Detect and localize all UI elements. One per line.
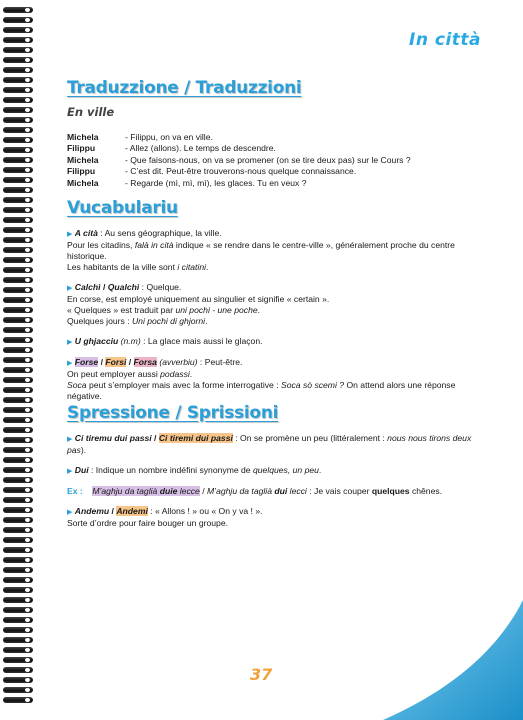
term-highlight: Ci tiremi dui passi bbox=[158, 433, 233, 443]
spiral-ring bbox=[3, 116, 35, 124]
content bbox=[67, 78, 477, 528]
line-text: - Regarde (mì, mì, mì), les glaces. Tu en veux ? bbox=[125, 177, 307, 188]
text: M’aghju da taglià bbox=[207, 486, 275, 496]
separator: / bbox=[100, 282, 108, 292]
text: falà in cità bbox=[134, 240, 174, 250]
bullet-triangle-icon: ▶ bbox=[67, 468, 73, 475]
speaker: Michela bbox=[67, 177, 99, 188]
spiral-ring bbox=[3, 386, 35, 394]
term: Andemu bbox=[74, 506, 110, 516]
spiral-ring bbox=[3, 136, 35, 144]
expr-entry-dui bbox=[67, 465, 477, 477]
text: Quelques jours : bbox=[67, 316, 132, 326]
spiral-ring bbox=[3, 216, 35, 224]
text: quelques bbox=[371, 486, 410, 496]
spiral-ring bbox=[3, 256, 35, 264]
spiral-ring bbox=[3, 246, 35, 254]
spiral-ring bbox=[3, 266, 35, 274]
spiral-ring bbox=[3, 416, 35, 424]
text: . bbox=[257, 305, 261, 315]
spiral-ring bbox=[3, 396, 35, 404]
definition: : On se promène un peu (littéralement : bbox=[232, 433, 388, 443]
definition: : Quelque. bbox=[139, 282, 182, 292]
spiral-ring bbox=[3, 526, 35, 534]
spiral-ring bbox=[3, 676, 35, 684]
line-text: - Allez (allons). Le temps de descendre. bbox=[125, 143, 276, 154]
line-text: - Filippu, on va en ville. bbox=[125, 132, 213, 142]
example-label: Ex : bbox=[67, 486, 83, 496]
text: lecce bbox=[177, 486, 200, 496]
spiral-ring bbox=[3, 576, 35, 584]
grammar-note: (avverbiu) bbox=[156, 357, 198, 367]
text: On attend alors une réponse négative. bbox=[67, 380, 456, 401]
text: « Quelques » est traduit par bbox=[67, 305, 176, 315]
spiral-ring bbox=[3, 286, 35, 294]
text: Soca bbox=[67, 380, 87, 390]
bullet-triangle-icon: ▶ bbox=[67, 285, 73, 292]
spiral-ring bbox=[3, 126, 35, 134]
spiral-ring bbox=[3, 616, 35, 624]
spiral-ring bbox=[3, 296, 35, 304]
text: Soca sò scemi ? bbox=[281, 380, 345, 390]
text: nous nous tirons deux pas bbox=[67, 433, 472, 455]
bullet-triangle-icon: ▶ bbox=[67, 509, 73, 516]
spiral-ring bbox=[3, 556, 35, 564]
spiral-ring bbox=[3, 516, 35, 524]
spiral-ring bbox=[3, 496, 35, 504]
spiral-ring bbox=[3, 186, 35, 194]
term: Ci tiremu dui passi bbox=[74, 433, 152, 443]
spiral-ring bbox=[3, 6, 35, 14]
expr-entry-andemu: ▶ Andemu / Andemi : « Allons ! » ou « On y va ! ». Sorte d’ordre pour faire bouger un groupe. bbox=[67, 506, 263, 528]
spiral-ring bbox=[3, 446, 35, 454]
expr-entry-tiremu: ▶ Ci tiremu dui passi / Ci tiremi dui passi : On se promène un peu (littéralement : nous nous tirons deux pas). bbox=[67, 433, 472, 455]
term: Qualchì bbox=[107, 282, 140, 292]
spiral-ring bbox=[3, 696, 35, 704]
text: Les habitants de la ville sont bbox=[67, 262, 178, 272]
text: chênes. bbox=[409, 486, 443, 496]
spiral-ring bbox=[3, 636, 35, 644]
speaker: Michela bbox=[67, 154, 99, 165]
spiral-ring bbox=[3, 16, 35, 24]
definition: : Indique un nombre indéfini synonyme de bbox=[88, 465, 253, 475]
text: . bbox=[189, 369, 193, 379]
line-text: - Que faisons-nous, on va se promener (on se tire deux pas) sur le Cours ? bbox=[125, 154, 411, 165]
dialog-line bbox=[67, 143, 477, 154]
term-highlight: Forsa bbox=[133, 357, 157, 367]
spiral-ring bbox=[3, 466, 35, 474]
spiral-ring bbox=[3, 36, 35, 44]
text: dui bbox=[274, 486, 288, 496]
text: quelques, un peu bbox=[252, 465, 319, 475]
section-title-spressione: Spressione / Sprissioni bbox=[67, 403, 279, 423]
spiral-ring bbox=[3, 426, 35, 434]
section-title-traduzzione: Traduzzione / Traduzzioni bbox=[67, 78, 302, 98]
spiral-ring bbox=[3, 66, 35, 74]
spiral-ring bbox=[3, 336, 35, 344]
spiral-ring bbox=[3, 666, 35, 674]
spiral-ring bbox=[3, 306, 35, 314]
spiral-ring bbox=[3, 56, 35, 64]
spiral-ring bbox=[3, 686, 35, 694]
text: peut s’employer mais avec la forme interrogative : bbox=[86, 380, 281, 390]
vocab-entry-cita bbox=[67, 228, 477, 273]
bullet-triangle-icon: ▶ bbox=[67, 436, 73, 443]
page-number: 37 bbox=[250, 665, 273, 684]
term-highlight: Forsi bbox=[105, 357, 127, 367]
spiral-ring bbox=[3, 476, 35, 484]
spiral-ring bbox=[3, 356, 35, 364]
bullet-triangle-icon: ▶ bbox=[67, 231, 73, 238]
text: : Je vais couper bbox=[306, 486, 372, 496]
definition: : Au sens géographique, la ville. bbox=[97, 228, 222, 238]
text: ). bbox=[80, 445, 87, 455]
spiral-ring bbox=[3, 156, 35, 164]
spiral-ring bbox=[3, 456, 35, 464]
spiral-ring bbox=[3, 106, 35, 114]
spiral-ring bbox=[3, 96, 35, 104]
speaker: Filippu bbox=[67, 143, 96, 154]
spiral-ring bbox=[3, 506, 35, 514]
spiral-ring bbox=[3, 276, 35, 284]
definition: : Peut-être. bbox=[197, 357, 243, 367]
term: Dui bbox=[74, 465, 89, 475]
section-vucabulariu bbox=[67, 198, 477, 402]
text: On peut employer aussi bbox=[67, 369, 161, 379]
spiral-binding bbox=[0, 6, 40, 706]
spiral-ring bbox=[3, 546, 35, 554]
vocab-entry-calchi bbox=[67, 282, 477, 327]
dialog bbox=[67, 132, 477, 189]
spiral-ring bbox=[3, 206, 35, 214]
spiral-ring bbox=[3, 176, 35, 184]
spiral-ring bbox=[3, 436, 35, 444]
spiral-ring bbox=[3, 536, 35, 544]
separator: / bbox=[199, 486, 207, 496]
spiral-ring bbox=[3, 646, 35, 654]
text: . bbox=[205, 316, 208, 326]
definition: : La glace mais aussi le glaçon. bbox=[140, 336, 263, 346]
term-highlight: Forse bbox=[74, 357, 99, 367]
spiral-ring bbox=[3, 586, 35, 594]
term: Calchì bbox=[74, 282, 101, 292]
text: uni pochi - une poche bbox=[175, 305, 258, 315]
text: indique « se rendre dans le centre-ville », généralement proche du centre historique. bbox=[67, 240, 455, 261]
spiral-ring bbox=[3, 406, 35, 414]
spiral-ring bbox=[3, 316, 35, 324]
text: i citatini bbox=[177, 262, 207, 272]
text: Uni pochi di ghjorni bbox=[131, 316, 206, 326]
speaker: Filippu bbox=[67, 166, 96, 177]
chapter-title: In città bbox=[409, 30, 481, 50]
dialog-line bbox=[67, 178, 477, 189]
speaker: Michela bbox=[67, 132, 99, 142]
dialog-line bbox=[67, 155, 477, 166]
spiral-ring bbox=[3, 656, 35, 664]
text: Pour les citadins, bbox=[67, 240, 135, 250]
text: Sorte d’ordre pour faire bouger un groupe. bbox=[67, 518, 228, 528]
text: . bbox=[206, 262, 209, 272]
section-spressione bbox=[67, 403, 477, 529]
spiral-ring bbox=[3, 326, 35, 334]
section-traduzzione bbox=[67, 78, 477, 189]
spiral-ring bbox=[3, 166, 35, 174]
text: duie bbox=[159, 486, 178, 496]
spiral-ring bbox=[3, 596, 35, 604]
spiral-ring bbox=[3, 46, 35, 54]
grammar-note: (n.m) bbox=[118, 336, 141, 346]
dialog-line bbox=[67, 166, 477, 177]
text: lecci bbox=[287, 486, 307, 496]
spiral-ring bbox=[3, 86, 35, 94]
spiral-ring bbox=[3, 606, 35, 614]
spiral-ring bbox=[3, 196, 35, 204]
definition: : « Allons ! » ou « On y va ! ». bbox=[147, 506, 263, 516]
corner-decoration bbox=[383, 600, 523, 720]
section-title-vucabulariu: Vucabulariu bbox=[67, 198, 178, 218]
vocab-entry-ghjacciu bbox=[67, 336, 477, 348]
dialog-line bbox=[67, 132, 477, 143]
spiral-ring bbox=[3, 566, 35, 574]
example bbox=[67, 486, 477, 497]
term: A cità bbox=[74, 228, 98, 238]
spiral-ring bbox=[3, 236, 35, 244]
spiral-ring bbox=[3, 486, 35, 494]
text: En corse, est employé uniquement au singulier et signifie « certain ». bbox=[67, 294, 330, 304]
text: . bbox=[318, 465, 322, 475]
spiral-ring bbox=[3, 626, 35, 634]
spiral-ring bbox=[3, 226, 35, 234]
dialog-subtitle: En ville bbox=[67, 105, 115, 119]
line-text: - C’est dit. Peut-être trouverons-nous quelque connaissance. bbox=[125, 166, 357, 177]
bullet-triangle-icon: ▶ bbox=[67, 339, 73, 346]
spiral-ring bbox=[3, 26, 35, 34]
text: M’aghju da taglià bbox=[92, 486, 160, 496]
spiral-ring bbox=[3, 346, 35, 354]
spiral-ring bbox=[3, 366, 35, 374]
spiral-ring bbox=[3, 76, 35, 84]
term-highlight: Andemi bbox=[116, 506, 148, 516]
vocab-entry-forse: ▶ Forse / Forsi / Forsa (avverbiu) : Peut-être. On peut employer aussi podassi. Soca peut s’employer mais avec la forme interrogative : Soca sò scemi ? On attend alors une réponse négative. bbox=[67, 357, 456, 401]
term: U ghjacciu bbox=[74, 336, 119, 346]
spiral-ring bbox=[3, 376, 35, 384]
bullet-triangle-icon: ▶ bbox=[67, 360, 73, 367]
text: podassi bbox=[160, 369, 190, 379]
spiral-ring bbox=[3, 146, 35, 154]
